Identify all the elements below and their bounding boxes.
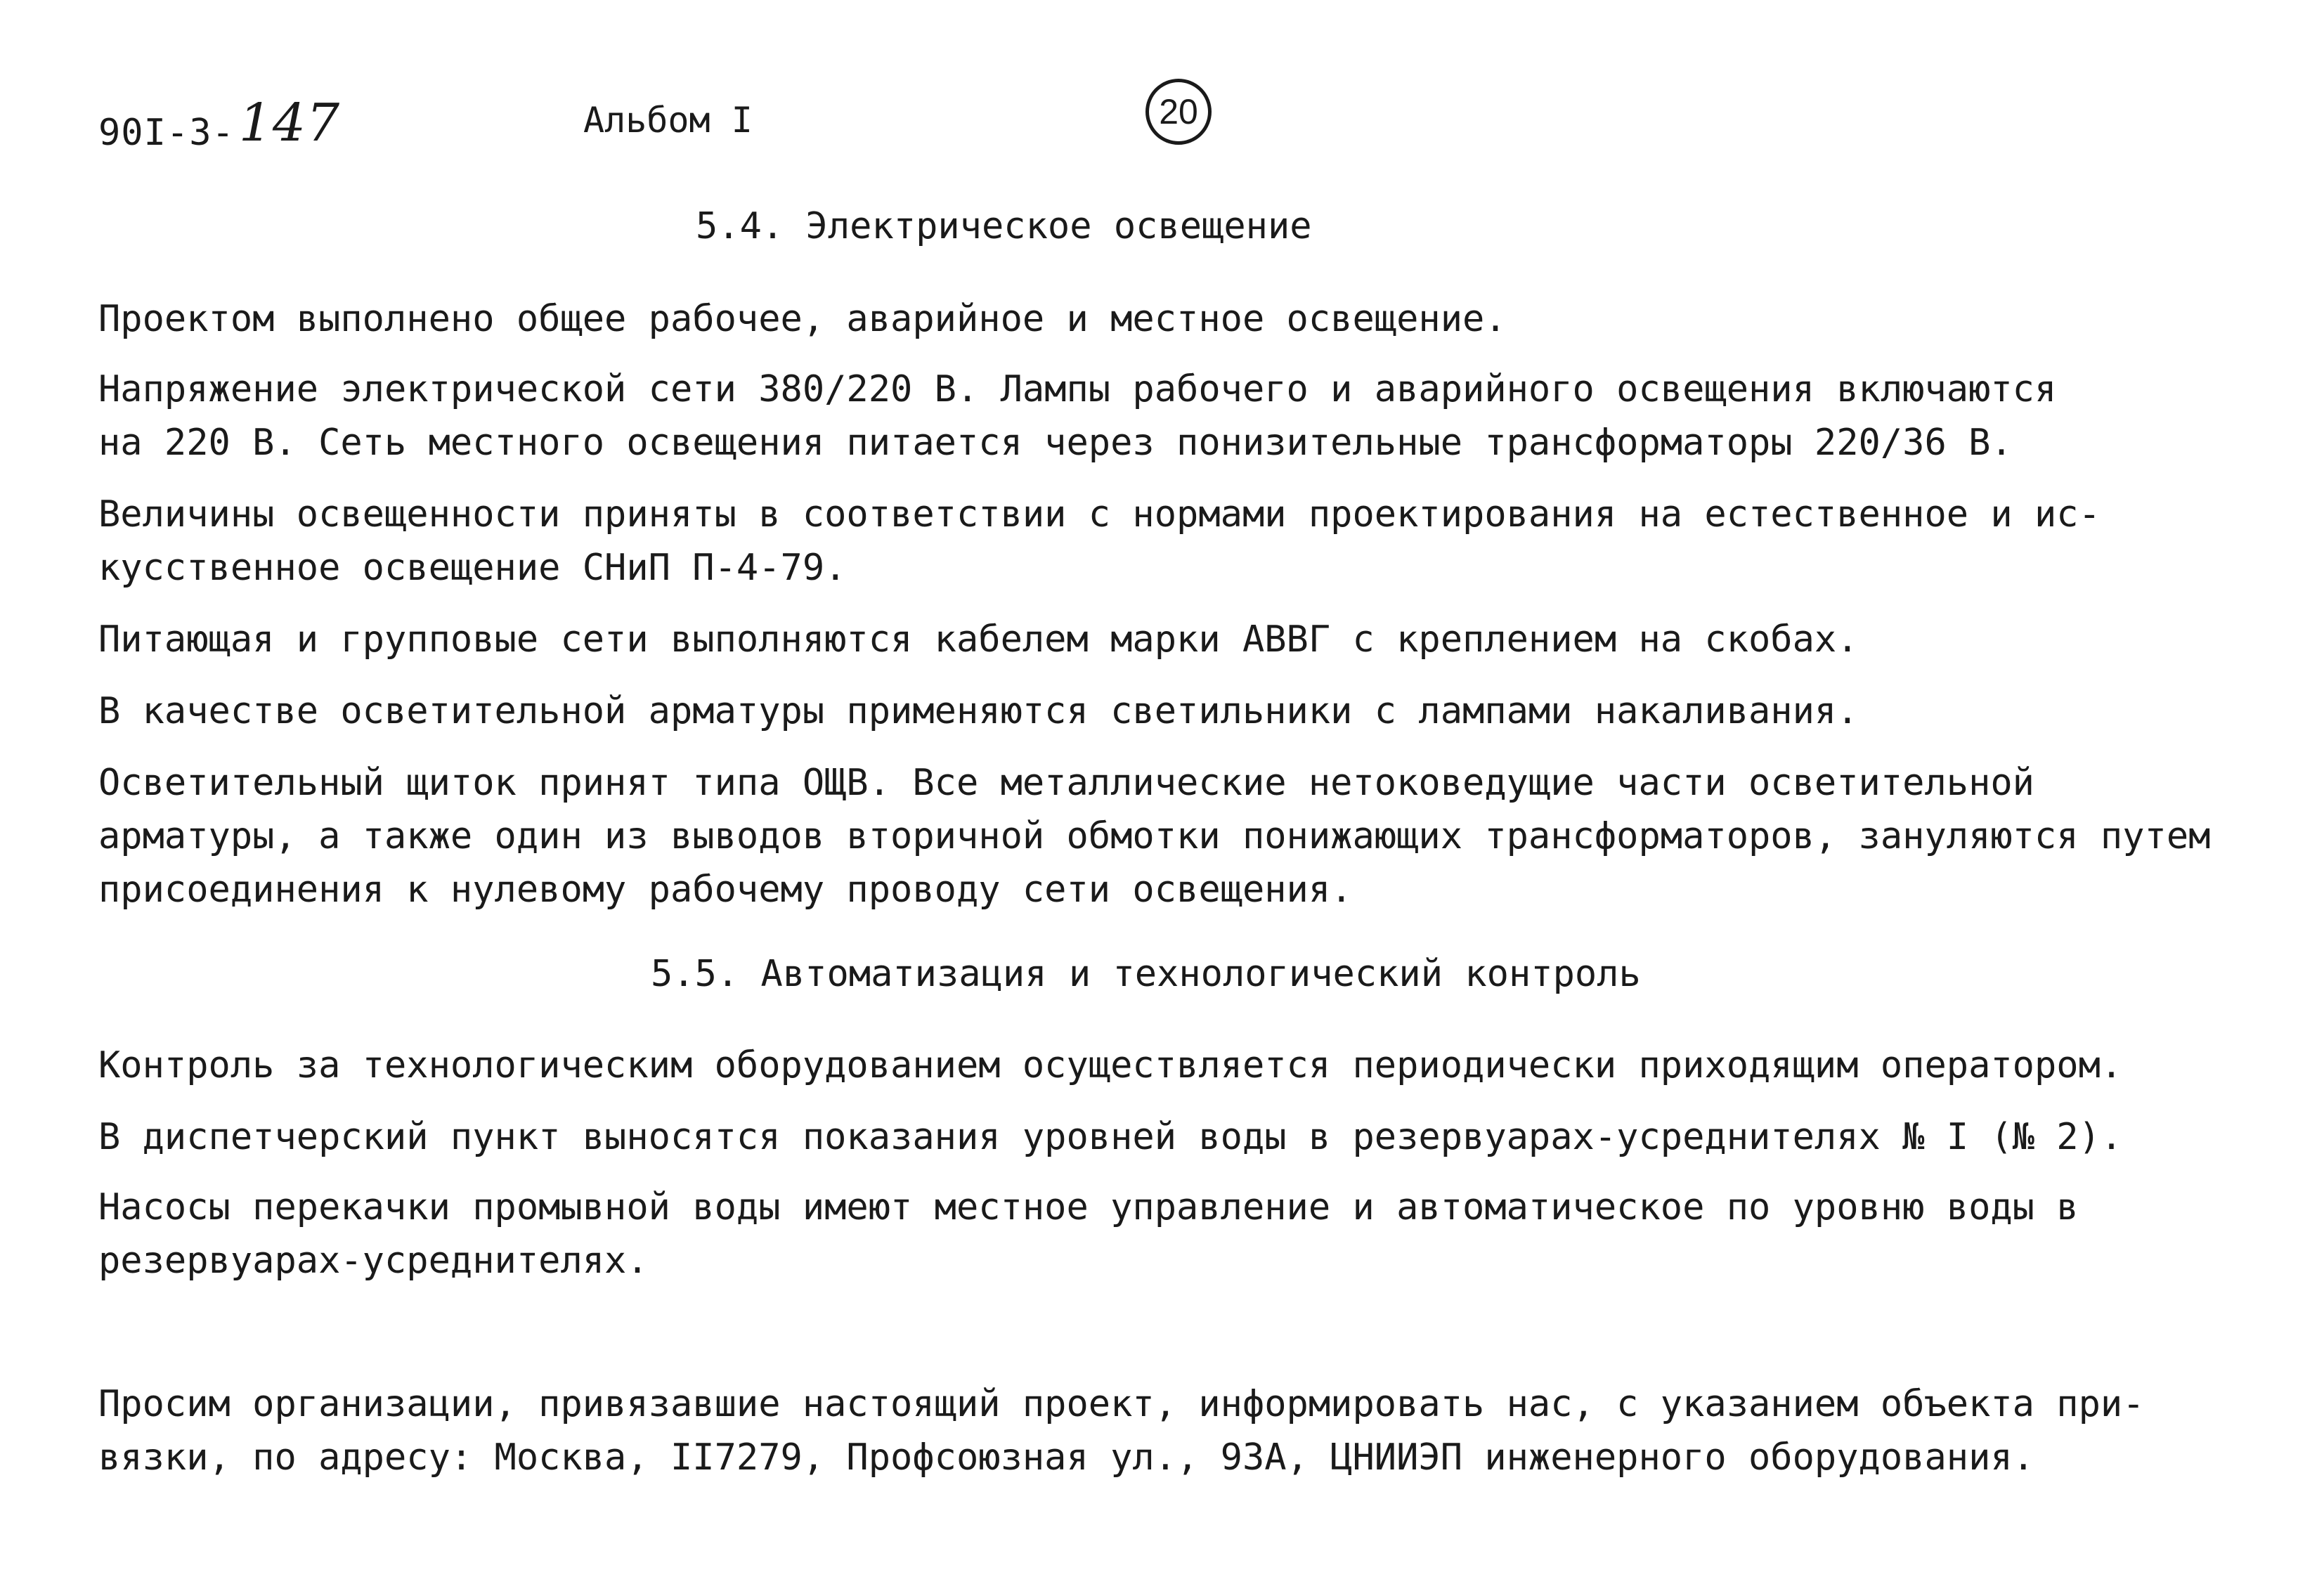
paragraph: Контроль за технологическим оборудованием осуществляется периодически приходящим оператором. (98, 1044, 2123, 1086)
paragraph: Напряжение электрической сети 380/220 В. Лампы рабочего и аварийного освещения включаются на 220 В. Сеть местного освещения питается через понизительные трансформаторы 220/36 В. (98, 368, 2057, 464)
page-number: 20 (1159, 92, 1198, 131)
document-code-prefix: 90I-3- (98, 112, 235, 154)
paragraph: Осветительный щиток принят типа ОЩВ. Все металлические нетоковедущие части осветительной арматуры, а также один из выводов вторичной обмотки понижающих трансформаторов, зануляются путем присоединения к нулевому рабочему проводу сети освещения. (98, 762, 2211, 911)
section-5-4-title: 5.4. Электрическое освещение (696, 205, 1312, 247)
paragraph: Насосы перекачки промывной воды имеют местное управление и автоматическое по уровню воды в резервуарах-усреднителях. (98, 1186, 2079, 1282)
document-code-handwritten: 147 (238, 93, 341, 153)
section-5-5-title: 5.5. Автоматизация и технологический контроль (651, 953, 1641, 995)
document-code (98, 93, 341, 157)
paragraph: Питающая и групповые сети выполняются кабелем марки АВВГ с креплением на скобах. (98, 618, 1859, 661)
album-label: Альбом I (583, 100, 753, 141)
paragraph: В качестве осветительной арматуры применяются светильники с лампами накаливания. (98, 690, 1859, 732)
paragraph: Величины освещенности приняты в соответствии с нормами проектирования на естественное и ис- кусственное освещение СНиП П-4-79. (98, 493, 2101, 589)
paragraph: Проектом выполнено общее рабочее, аварийное и местное освещение. (98, 298, 1507, 340)
closing-request: Просим организации, привязавшие настоящий проект, информировать нас, с указанием объекта при- вязки, по адресу: Москва, II7279, Профсоюзная ул., 93А, ЦНИИЭП инженерного оборудования. (98, 1383, 2145, 1479)
paragraph: В диспетчерский пункт выносятся показания уровней воды в резервуарах-усреднителях № I (№ 2). (98, 1116, 2123, 1158)
page-number-circle (1145, 79, 1212, 145)
